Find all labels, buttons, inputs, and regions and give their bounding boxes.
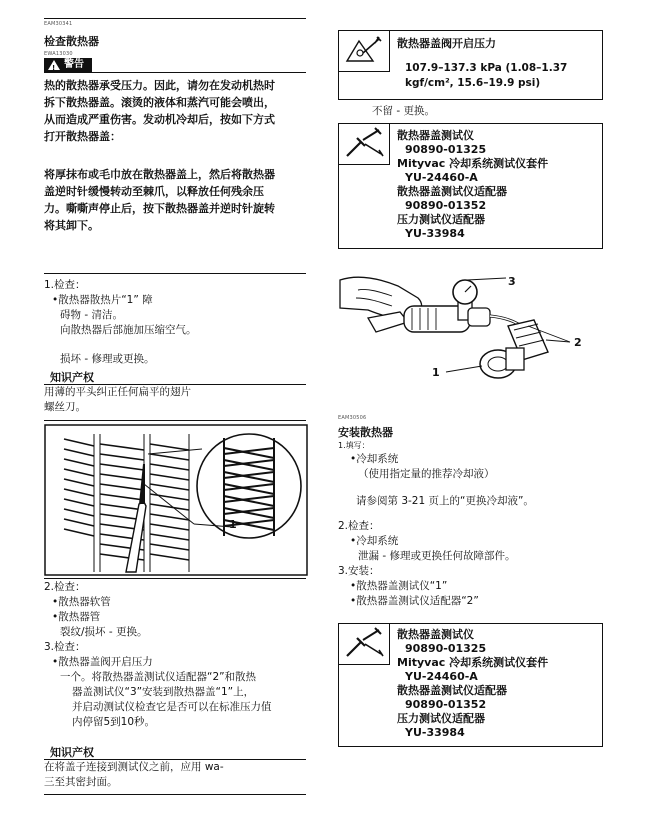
warning-text — [44, 77, 309, 145]
tool-part-number: YU-24460-A — [405, 171, 478, 184]
section-title: 安装散热器 — [338, 426, 393, 439]
tool-name: 散热器盖测试仪适配器 — [397, 185, 507, 198]
step-label: 2.检查： — [338, 520, 380, 532]
step-item: •散热器散热片“1” 障 — [52, 294, 153, 306]
cap-tester-illustration — [338, 268, 601, 388]
tool-part-number: 90890-01325 — [405, 143, 487, 156]
step-1 — [44, 278, 309, 367]
step-sub: 一个。将散热器盖测试仪适配器“2”和散热 — [60, 671, 257, 683]
warning-rule — [44, 72, 306, 73]
spec-box — [338, 30, 603, 100]
tools-box-top — [338, 123, 603, 249]
section-code: EAM30506 — [338, 415, 367, 421]
warning-line: 拆下散热器盖。滚烫的液体和蒸汽可能会喷出， — [44, 96, 275, 109]
warning-line: 热的散热器承受压力。因此，请勿在发动机热时 — [44, 79, 275, 92]
spec-value-line: 107.9–137.3 kPa (1.08–1.37 — [405, 62, 568, 74]
spec-icon-cell — [339, 31, 390, 72]
tip-title: 知识产权 — [50, 746, 94, 759]
step-sub: 碍物 - 清洁。 — [60, 309, 123, 321]
tool-name: 散热器盖测试仪 — [397, 129, 474, 142]
step-sub: 并启动测试仪检查它是否可以在标准压力值 — [72, 701, 272, 713]
radiator-fins-illustration — [44, 424, 308, 576]
step-item: •冷却系统 — [350, 453, 399, 465]
top-rule — [44, 18, 306, 19]
step-item: •散热器盖阀开启压力 — [52, 656, 153, 668]
tip-end-rule — [44, 794, 306, 795]
warning-label: 警告 — [64, 59, 84, 70]
tool-icon-cell — [339, 124, 390, 165]
warning-line: 打开散热器盖： — [44, 130, 121, 143]
tip-line: 在将盖子连接到测试仪之前，应用 wa- — [44, 761, 224, 773]
spec-title: 散热器盖阀开启压力 — [397, 37, 496, 50]
step-sub: 损坏 - 修理或更换。 — [60, 353, 155, 365]
step-sub: （使用指定量的推荐冷却液） — [358, 468, 495, 480]
tool-name: 散热器盖测试仪 — [397, 628, 474, 641]
tool-part-number: YU-33984 — [405, 227, 465, 240]
spec-value — [405, 61, 567, 91]
warning-line: 从而造成严重伤害。发动机冷却后，按如下方式 — [44, 113, 275, 126]
divider-rule — [44, 578, 306, 579]
instruction-text — [44, 166, 309, 234]
figure-callout: 2 — [574, 336, 582, 349]
tool-part-number: YU-24460-A — [405, 670, 478, 683]
step-item: •散热器管 — [52, 611, 101, 623]
divider-rule — [44, 273, 306, 274]
step-2 — [44, 580, 309, 730]
tools-box-bottom — [338, 623, 603, 747]
figure-callout: 1 — [432, 366, 440, 379]
warning-icon: ! — [48, 60, 60, 70]
tip-title: 知识产权 — [50, 371, 94, 384]
section-title: 检查散热器 — [44, 35, 99, 48]
instruction-line: 力。嘶嘶声停止后，按下散热器盖并逆时针旋转 — [44, 202, 275, 215]
step-sub: 向散热器后部施加压缩空气。 — [60, 324, 197, 336]
tool-icon — [339, 124, 389, 164]
instruction-line: 将其卸下。 — [44, 219, 99, 232]
step-label: 3.检查： — [44, 641, 86, 653]
section-code: EAM30341 — [44, 21, 73, 27]
spec-note: 不留 - 更换。 — [372, 105, 435, 117]
step-label: 1.检查： — [44, 279, 86, 291]
tool-name: 散热器盖测试仪适配器 — [397, 684, 507, 697]
tool-icon-cell — [339, 624, 390, 665]
tip-text — [44, 385, 191, 415]
step-sub: 器盖测试仪“3”安装到散热器盖“1”上， — [72, 686, 255, 698]
figure-callout: 1 — [229, 518, 237, 531]
tools-list — [397, 129, 548, 241]
instruction-line: 盖逆时针缓慢转动至棘爪，以释放任何残余压 — [44, 185, 264, 198]
tool-part-number: 90890-01352 — [405, 698, 487, 711]
step-reference: 请参阅第 3-21 页上的“更换冷却液”。 — [356, 495, 534, 507]
tool-name: 压力测试仪适配器 — [397, 712, 485, 725]
tool-part-number: 90890-01325 — [405, 642, 487, 655]
tip-line: 螺丝刀。 — [44, 401, 86, 413]
step-item: •散热器盖测试仪“1” — [350, 580, 448, 592]
step-label: 3.安装： — [338, 565, 380, 577]
step-item: •散热器软管 — [52, 596, 111, 608]
tool-icon — [339, 624, 389, 664]
tools-list — [397, 628, 548, 740]
tool-name: Mityvac 冷却系统测试仪套件 — [397, 656, 549, 669]
step-item: •冷却系统 — [350, 535, 399, 547]
tool-part-number: 90890-01352 — [405, 199, 487, 212]
instruction-line: 将厚抹布或毛巾放在散热器盖上，然后将散热器 — [44, 168, 275, 181]
tip-end-rule — [44, 420, 306, 421]
step-sub: 内停留5到10秒。 — [72, 716, 156, 728]
tip-text — [44, 760, 224, 790]
figure-callout: 3 — [508, 275, 516, 288]
wrench-gauge-icon — [339, 31, 389, 71]
step-label: 1.填写： — [338, 441, 370, 450]
warning-badge — [44, 58, 92, 72]
step-sub: 裂纹/损坏 - 更换。 — [60, 626, 148, 638]
tip-line: 用薄的平头纠正任何扁平的翅片 — [44, 386, 191, 398]
tool-part-number: YU-33984 — [405, 726, 465, 739]
step-sub: 泄漏 - 修理或更换任何故障部件。 — [358, 550, 516, 562]
step-item: •散热器盖测试仪适配器“2” — [350, 595, 479, 607]
tool-name: 压力测试仪适配器 — [397, 213, 485, 226]
spec-value-line: kgf/cm², 15.6–19.9 psi) — [405, 77, 541, 89]
tip-line: 三至其密封面。 — [44, 776, 118, 788]
warning-code: EWA13030 — [44, 51, 73, 57]
tool-name: Mityvac 冷却系统测试仪套件 — [397, 157, 549, 170]
step-label: 2.检查： — [44, 581, 86, 593]
install-steps — [338, 440, 608, 609]
